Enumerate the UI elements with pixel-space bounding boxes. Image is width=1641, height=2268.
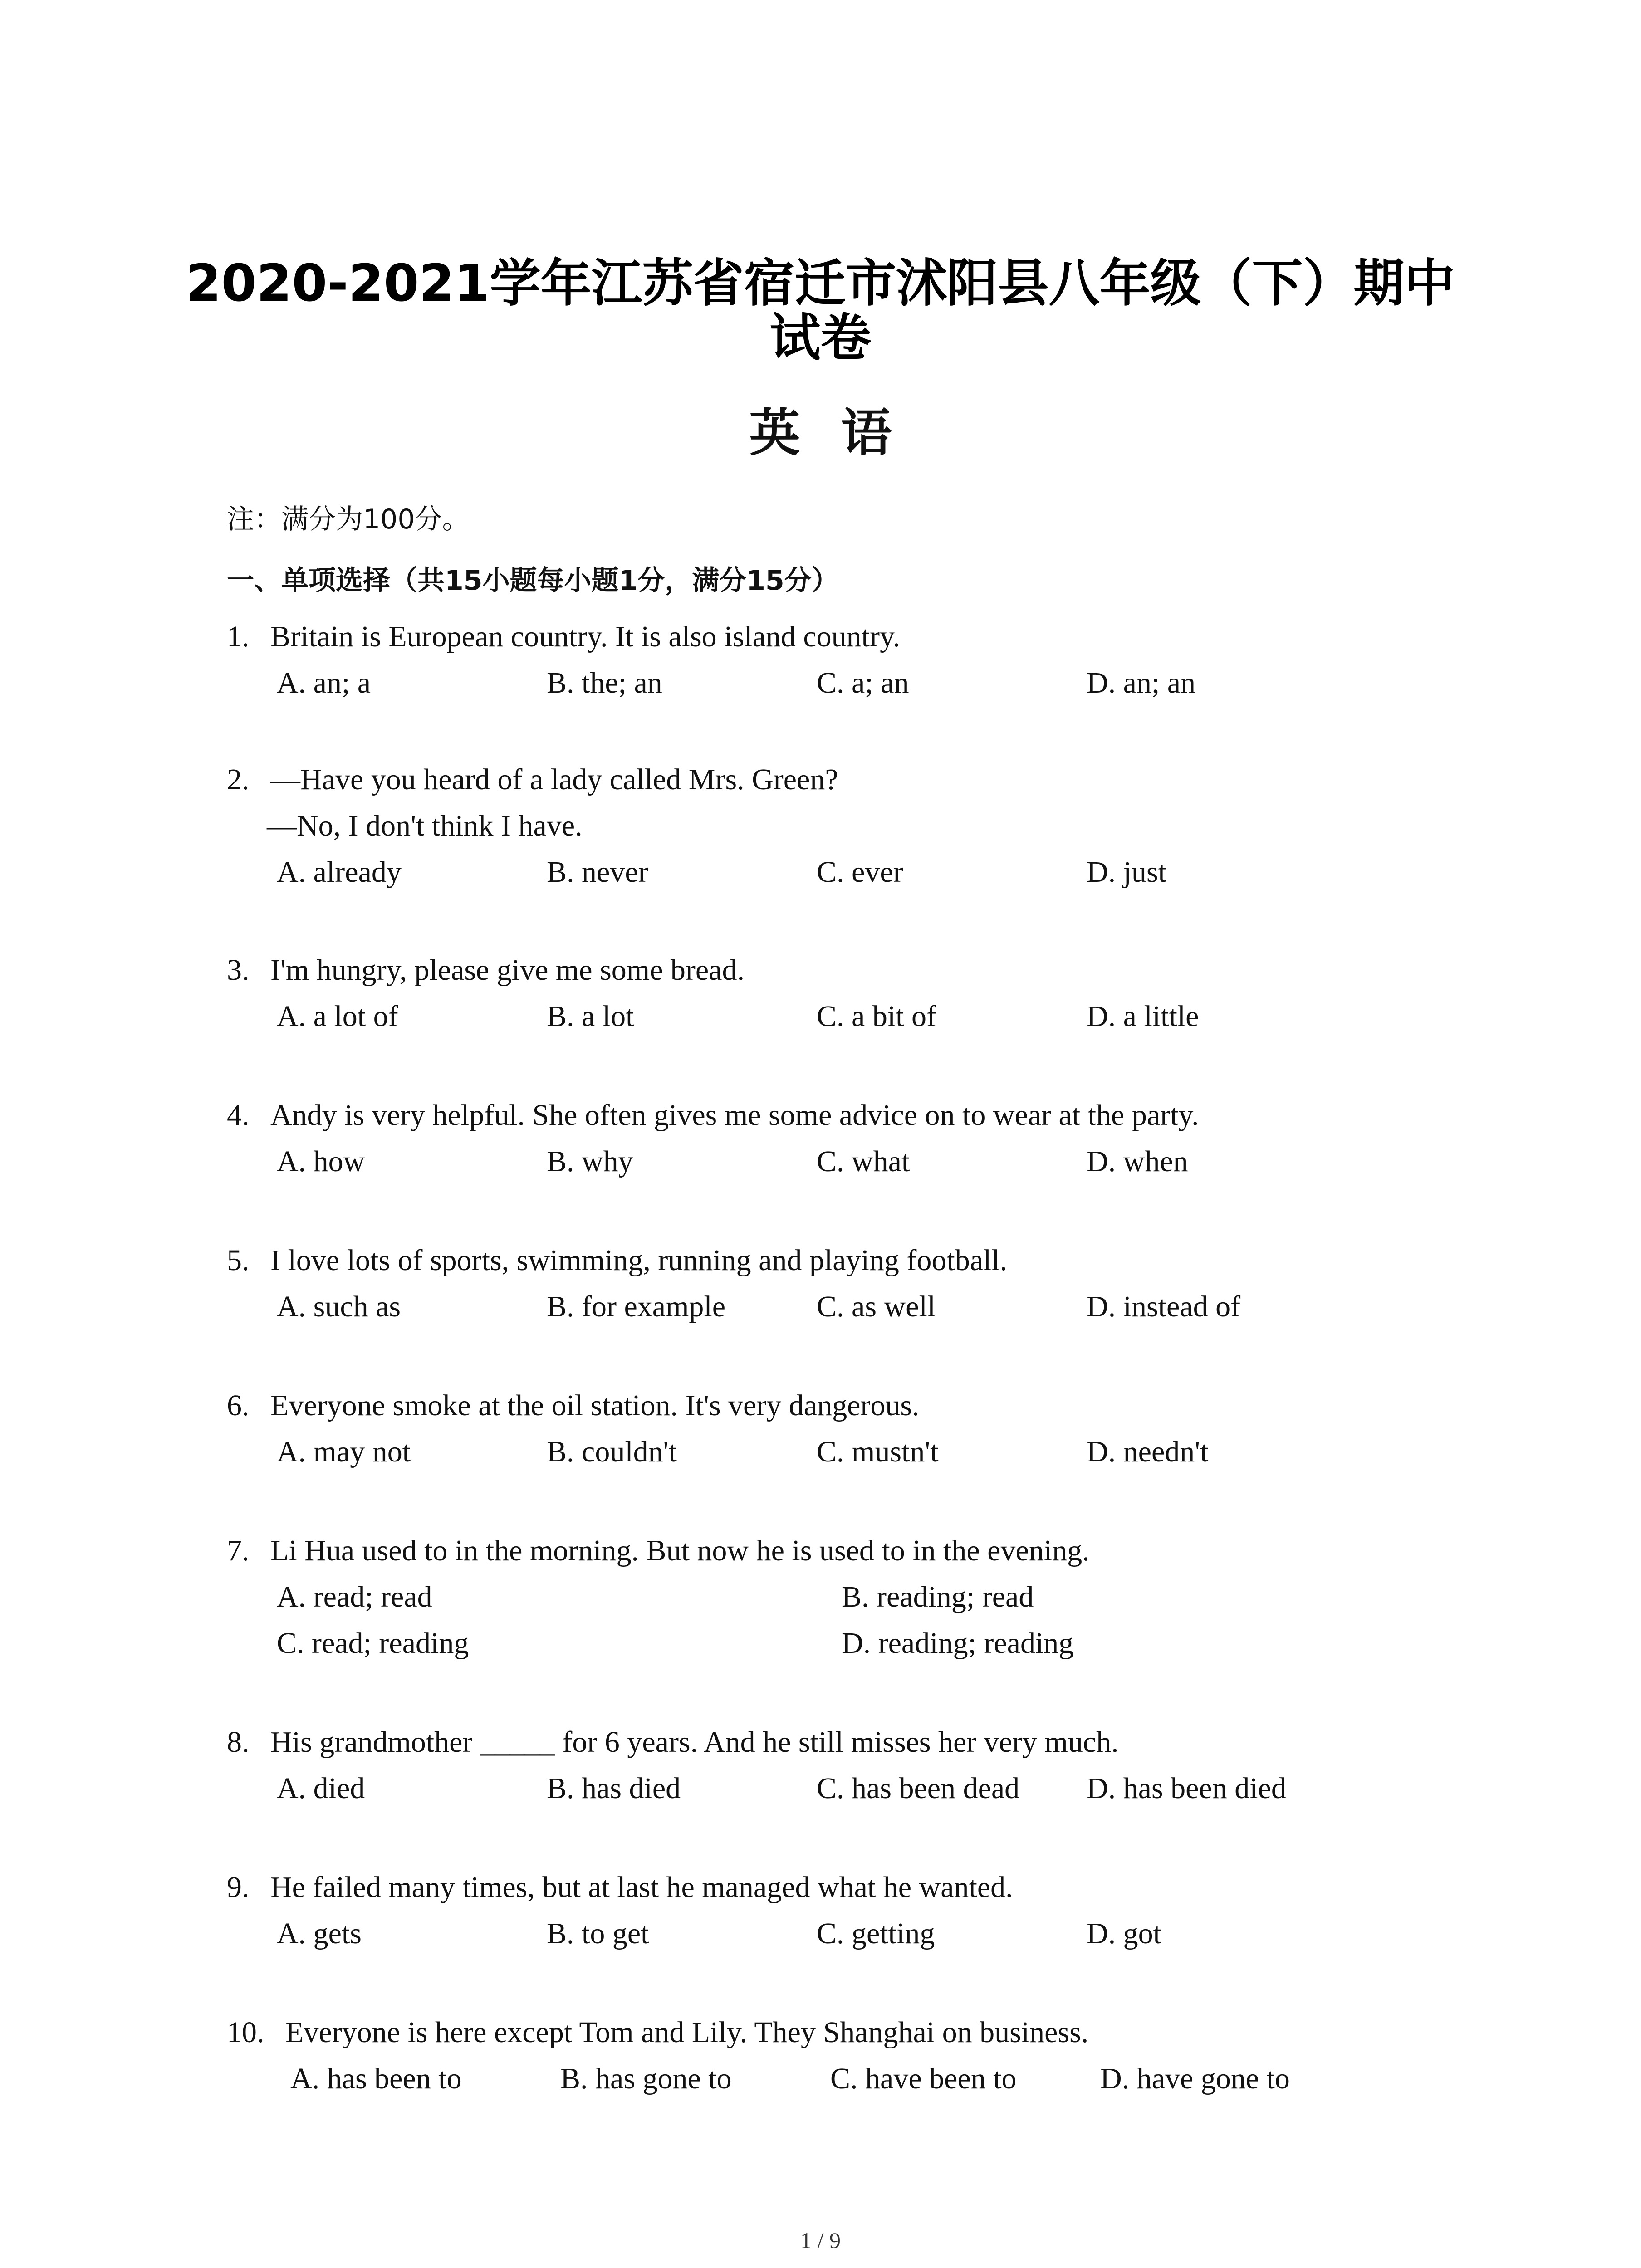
option-c[interactable]: C. a bit of <box>817 1000 936 1033</box>
score-note: 注：满分为100分。 <box>227 503 470 535</box>
question-number: 8. <box>227 1725 250 1759</box>
option-c[interactable]: C. have been to <box>830 2062 1017 2095</box>
option-a[interactable]: A. died <box>277 1772 365 1805</box>
question-stem: Andy is very helpful. She often gives me some advice on to wear at the party. <box>270 1099 1199 1132</box>
exam-title-line2: 试卷 <box>769 308 872 367</box>
option-b[interactable]: B. has gone to <box>560 2062 732 2095</box>
question-stem: Everyone smoke at the oil station. It's very dangerous. <box>270 1389 920 1422</box>
question-2 <box>227 757 1452 895</box>
option-c[interactable]: C. read; reading <box>277 1627 469 1660</box>
option-c[interactable]: C. a; an <box>817 666 909 699</box>
option-row <box>227 849 1452 895</box>
option-row <box>227 993 1452 1040</box>
option-b[interactable]: B. couldn't <box>547 1435 677 1468</box>
option-row <box>227 1429 1452 1475</box>
option-c[interactable]: C. what <box>817 1145 910 1178</box>
option-c[interactable]: C. mustn't <box>817 1435 939 1468</box>
question-number: 3. <box>227 953 250 987</box>
question-6 <box>227 1383 1452 1475</box>
option-b[interactable]: B. to get <box>547 1917 649 1950</box>
question-stem-line2: —No, I don't think I have. <box>267 809 583 842</box>
question-number: 4. <box>227 1099 250 1132</box>
option-a[interactable]: A. a lot of <box>277 1000 398 1033</box>
option-row <box>227 1765 1452 1812</box>
question-8 <box>227 1719 1452 1812</box>
question-4 <box>227 1092 1452 1185</box>
option-d[interactable]: D. got <box>1087 1917 1161 1950</box>
option-d[interactable]: D. instead of <box>1087 1290 1241 1323</box>
option-c[interactable]: C. ever <box>817 855 903 889</box>
option-d[interactable]: D. just <box>1087 855 1167 889</box>
question-number: 9. <box>227 1871 250 1904</box>
question-stem: He failed many times, but at last he managed what he wanted. <box>270 1871 1013 1904</box>
option-d[interactable]: D. has been died <box>1087 1772 1286 1805</box>
question-stem: Everyone is here except Tom and Lily. They Shanghai on business. <box>285 2016 1089 2049</box>
section-heading: 一、单项选择（共15小题每小题1分，满分15分） <box>227 565 839 596</box>
option-b[interactable]: B. never <box>547 855 648 889</box>
option-b[interactable]: B. a lot <box>547 1000 634 1033</box>
question-number: 10. <box>227 2016 265 2049</box>
page-number: 1 / 9 <box>800 2228 841 2253</box>
option-a[interactable]: A. how <box>277 1145 365 1178</box>
exam-title-line1: 2020-2021学年江苏省宿迁市沭阳县八年级（下）期中 <box>186 254 1455 313</box>
question-stem: I love lots of sports, swimming, running and playing football. <box>270 1244 1008 1277</box>
option-b[interactable]: B. has died <box>547 1772 681 1805</box>
question-number: 1. <box>227 620 250 653</box>
question-stem: His grandmother _____ for 6 years. And he still misses her very much. <box>270 1725 1119 1759</box>
option-a[interactable]: A. gets <box>277 1917 362 1950</box>
question-9 <box>227 1864 1452 1957</box>
option-b[interactable]: B. the; an <box>547 666 662 699</box>
option-a[interactable]: A. read; read <box>277 1580 432 1613</box>
question-7 <box>227 1528 1452 1667</box>
option-c[interactable]: C. has been dead <box>817 1772 1020 1805</box>
subject-heading: 英语 <box>749 404 933 463</box>
option-row <box>227 2056 1452 2102</box>
option-a[interactable]: A. may not <box>277 1435 411 1468</box>
option-d[interactable]: D. a little <box>1087 1000 1199 1033</box>
question-number: 5. <box>227 1244 250 1277</box>
option-a[interactable]: A. has been to <box>290 2062 462 2095</box>
question-stem: Li Hua used to in the morning. But now he is used to in the evening. <box>270 1534 1090 1567</box>
option-b[interactable]: B. reading; read <box>842 1580 1034 1613</box>
option-c[interactable]: C. as well <box>817 1290 936 1323</box>
option-a[interactable]: A. such as <box>277 1290 401 1323</box>
question-number: 7. <box>227 1534 250 1567</box>
option-c[interactable]: C. getting <box>817 1917 935 1950</box>
option-row <box>227 1911 1452 1957</box>
option-d[interactable]: D. reading; reading <box>842 1627 1074 1660</box>
option-d[interactable]: D. an; an <box>1087 666 1196 699</box>
option-b[interactable]: B. why <box>547 1145 633 1178</box>
question-5 <box>227 1237 1452 1330</box>
question-number: 2. <box>227 763 250 796</box>
option-a[interactable]: A. already <box>277 855 402 889</box>
option-row <box>227 1574 1452 1620</box>
question-stem: Britain is European country. It is also island country. <box>270 620 901 653</box>
question-3 <box>227 947 1452 1040</box>
option-row <box>227 1620 1452 1667</box>
option-d[interactable]: D. have gone to <box>1100 2062 1290 2095</box>
question-number: 6. <box>227 1389 250 1422</box>
option-a[interactable]: A. an; a <box>277 666 371 699</box>
option-row <box>227 660 1452 706</box>
question-stem: I'm hungry, please give me some bread. <box>270 953 745 987</box>
option-b[interactable]: B. for example <box>547 1290 726 1323</box>
option-d[interactable]: D. when <box>1087 1145 1188 1178</box>
question-stem: —Have you heard of a lady called Mrs. Green? <box>270 763 838 796</box>
option-row <box>227 1284 1452 1330</box>
question-10 <box>227 2009 1452 2102</box>
option-d[interactable]: D. needn't <box>1087 1435 1209 1468</box>
option-row <box>227 1139 1452 1185</box>
question-1 <box>227 614 1452 706</box>
